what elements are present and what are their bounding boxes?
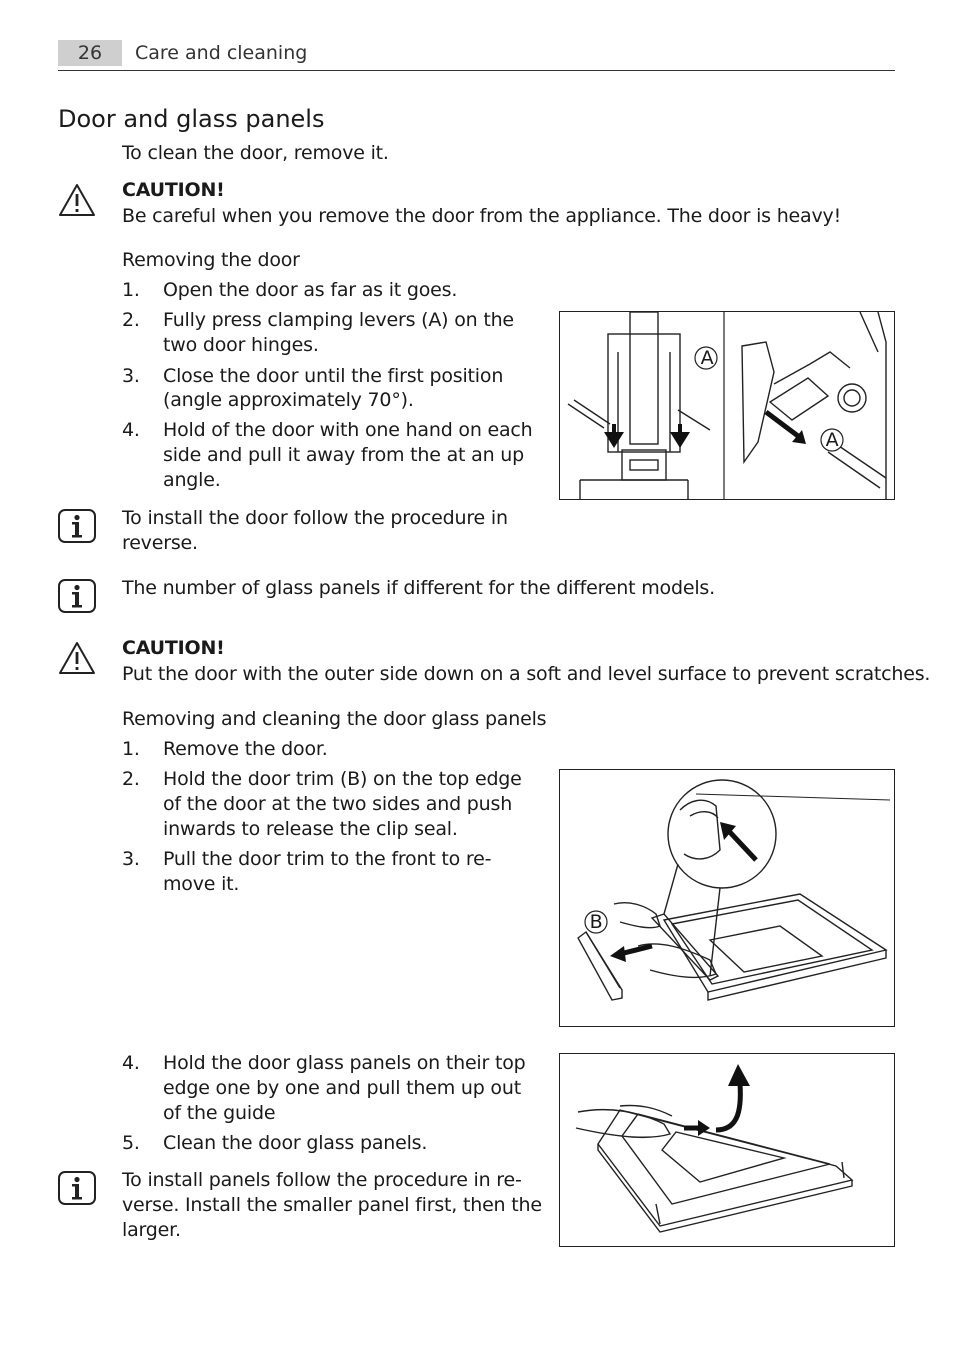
- step-line: Hold the door glass panels on their top: [163, 1052, 526, 1074]
- step-number: 1.: [122, 738, 140, 760]
- info3-line: larger.: [122, 1219, 181, 1241]
- step-number: 2.: [122, 309, 140, 331]
- step-number: 3.: [122, 848, 140, 870]
- removing-glass-steps-b: [0, 1051, 560, 1161]
- hinge-label-a1: A: [700, 347, 714, 369]
- step-line: Close the door until the first position: [163, 365, 504, 387]
- info1-line: To install the door follow the procedure in: [122, 507, 508, 529]
- header-divider: [58, 70, 895, 71]
- caution1-text: Be careful when you remove the door from the appliance. The door is heavy!: [122, 205, 841, 227]
- step-line: side and pull it away from the at an up: [163, 444, 524, 466]
- step-number: 3.: [122, 365, 140, 387]
- caution2-label: CAUTION!: [122, 637, 225, 659]
- info1-line: reverse.: [122, 532, 198, 554]
- step-line: inwards to release the clip seal.: [163, 818, 458, 840]
- step-line: Fully press clamping levers (A) on the: [163, 309, 514, 331]
- hinge-figure: [559, 311, 895, 500]
- glass-panel-figure: [559, 1053, 895, 1247]
- step-number: 4.: [122, 419, 140, 441]
- hinge-label-a2: A: [825, 429, 839, 451]
- removing-door-steps: [0, 278, 560, 498]
- warning-icon: [58, 641, 96, 675]
- info3-line: To install panels follow the procedure in re-: [122, 1169, 522, 1191]
- intro-text: To clean the door, remove it.: [122, 142, 389, 164]
- step-number: 1.: [122, 279, 140, 301]
- step-line: Hold of the door with one hand on each: [163, 419, 533, 441]
- step-line: Clean the door glass panels.: [163, 1132, 428, 1154]
- info-icon: [58, 509, 96, 543]
- removing-door-heading: Removing the door: [122, 249, 300, 271]
- info-icon: [58, 579, 96, 613]
- step-line: of the guide: [163, 1102, 276, 1124]
- removing-glass-steps-a: [0, 737, 560, 897]
- info2-text: The number of glass panels if different for the different models.: [122, 577, 715, 599]
- trim-label-b: B: [589, 911, 603, 933]
- step-number: 4.: [122, 1052, 140, 1074]
- caution1-label: CAUTION!: [122, 179, 225, 201]
- info3-line: verse. Install the smaller panel first, then the: [122, 1194, 542, 1216]
- step-number: 5.: [122, 1132, 140, 1154]
- step-line: move it.: [163, 873, 240, 895]
- step-line: angle.: [163, 469, 221, 491]
- step-line: (angle approximately 70°).: [163, 389, 414, 411]
- page-title: Door and glass panels: [58, 105, 325, 133]
- door-trim-figure: [559, 769, 895, 1027]
- step-line: two door hinges.: [163, 334, 319, 356]
- step-line: Open the door as far as it goes.: [163, 279, 458, 301]
- caution2-text: Put the door with the outer side down on a soft and level surface to prevent scratches.: [122, 663, 931, 685]
- removing-glass-heading: Removing and cleaning the door glass panels: [122, 708, 547, 730]
- step-line: Hold the door trim (B) on the top edge: [163, 768, 522, 790]
- step-line: Pull the door trim to the front to re-: [163, 848, 492, 870]
- page-number: 26: [58, 40, 122, 66]
- step-line: of the door at the two sides and push: [163, 793, 513, 815]
- info-icon: [58, 1171, 96, 1205]
- step-line: edge one by one and pull them up out: [163, 1077, 521, 1099]
- section-title: Care and cleaning: [135, 42, 308, 64]
- step-line: Remove the door.: [163, 738, 328, 760]
- step-number: 2.: [122, 768, 140, 790]
- warning-icon: [58, 183, 96, 217]
